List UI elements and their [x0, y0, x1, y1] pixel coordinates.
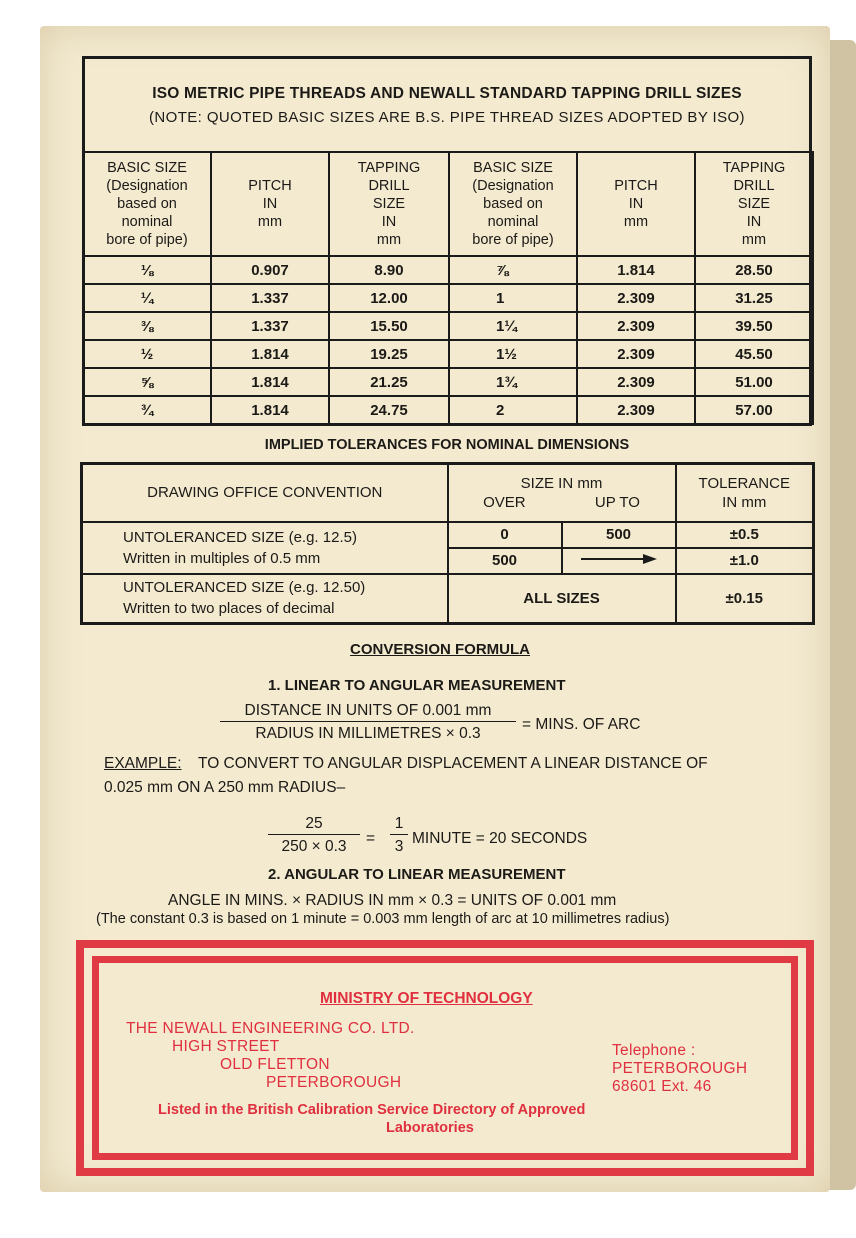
pitch-cell: 2.309 [577, 396, 695, 424]
tolerance-table [80, 462, 815, 625]
pitch-cell: 0.907 [211, 256, 329, 284]
iso-header-cell [449, 152, 577, 256]
tapping-drill-cell: 28.50 [695, 256, 813, 284]
pitch-cell: 2.309 [577, 284, 695, 312]
basic-size-cell: ⅞ [449, 256, 577, 284]
header-tolerance-label: TOLERANCE [698, 474, 790, 492]
company-name: THE NEWALL ENGINEERING CO. LTD. [126, 1020, 415, 1037]
example-text-line-2: 0.025 mm ON A 250 mm RADIUS– [104, 779, 346, 796]
fraction-numerator: DISTANCE IN UNITS OF 0.001 mm [220, 702, 516, 722]
tapping-drill-cell: 19.25 [329, 340, 449, 368]
iso-header-line: mm [257, 214, 283, 230]
pitch-cell: 2.309 [577, 368, 695, 396]
iso-table-row [83, 368, 813, 396]
pitch-cell: 1.814 [211, 396, 329, 424]
iso-table-row [83, 256, 813, 284]
arrow-right-icon [562, 548, 676, 574]
basic-size-cell: 1¾ [449, 368, 577, 396]
untoleranced-desc-2: Written to two places of decimal [123, 600, 335, 618]
angular-to-linear-formula: ANGLE IN MINS. × RADIUS IN mm × 0.3 = UNITS OF 0.001 mm [168, 892, 617, 909]
constant-note: (The constant 0.3 is based on 1 minute = 0.003 mm length of arc at 10 millimetres radius) [96, 911, 670, 927]
telephone-label: Telephone : [612, 1042, 696, 1059]
listed-in-line-2: Laboratories [386, 1120, 474, 1136]
untoleranced-label-2: UNTOLERANCED SIZE (e.g. 12.50) [123, 579, 366, 597]
pitch-cell: 2.309 [577, 340, 695, 368]
iso-header-line: based on [483, 196, 543, 212]
untoleranced-label-1: UNTOLERANCED SIZE (e.g. 12.5) [123, 528, 357, 546]
all-sizes-value: ALL SIZES [448, 574, 676, 624]
header-size-label: SIZE IN mm [520, 474, 603, 492]
header-tolerance [676, 464, 814, 522]
basic-size-cell: ⅛ [83, 256, 211, 284]
address-area: OLD FLETTON [220, 1056, 330, 1073]
example-label: EXAMPLE: [104, 755, 182, 772]
iso-header-line: bore of pipe) [472, 232, 554, 248]
fraction-denominator: RADIUS IN MILLIMETRES × 0.3 [255, 725, 481, 742]
iso-header-cell [695, 152, 813, 256]
tapping-drill-cell: 24.75 [329, 396, 449, 424]
pitch-cell: 1.337 [211, 284, 329, 312]
untoleranced-desc-1: Written in multiples of 0.5 mm [123, 549, 321, 567]
tolerance-row [82, 522, 814, 548]
up-to-value: 500 [562, 522, 676, 548]
iso-header-line: (Designation [472, 178, 554, 194]
iso-table-row [83, 284, 813, 312]
example-text-line-1: TO CONVERT TO ANGULAR DISPLACEMENT A LINEAR DISTANCE OF [198, 755, 708, 772]
iso-table-header-row [83, 152, 813, 256]
tapping-drill-cell: 57.00 [695, 396, 813, 424]
iso-header-line: SIZE [737, 196, 771, 212]
address-street: HIGH STREET [172, 1038, 280, 1055]
basic-size-cell: ⅜ [83, 312, 211, 340]
basic-size-cell: 1¼ [449, 312, 577, 340]
ministry-of-technology-title: MINISTRY OF TECHNOLOGY [320, 990, 533, 1007]
company-stamp [76, 940, 814, 1176]
implied-tolerances-title: IMPLIED TOLERANCES FOR NOMINAL DIMENSIONS [264, 437, 630, 453]
iso-header-cell [211, 152, 329, 256]
tapping-drill-cell: 31.25 [695, 284, 813, 312]
pitch-cell: 1.814 [211, 340, 329, 368]
tolerance-value: ±1.0 [676, 548, 814, 574]
tolerance-header-row [82, 464, 814, 522]
iso-header-line: PITCH [614, 178, 658, 194]
tapping-drill-cell: 51.00 [695, 368, 813, 396]
iso-header-line: BASIC SIZE [107, 160, 187, 176]
iso-header-cell [329, 152, 449, 256]
iso-header-line: IN [262, 196, 278, 212]
pitch-cell: 2.309 [577, 312, 695, 340]
tapping-drill-cell: 12.00 [329, 284, 449, 312]
tapping-drill-cell: 39.50 [695, 312, 813, 340]
iso-header-line: SIZE [372, 196, 406, 212]
iso-table-row [83, 396, 813, 424]
tolerance-value: ±0.5 [676, 522, 814, 548]
linear-to-angular-fraction [220, 702, 516, 743]
tapping-drill-cell: 21.25 [329, 368, 449, 396]
pitch-cell: 1.814 [577, 256, 695, 284]
fraction-denominator: 3 [394, 838, 404, 855]
iso-header-line: DRILL [368, 178, 410, 194]
basic-size-cell: ½ [83, 340, 211, 368]
listed-in-line-1: Listed in the British Calibration Service Directory of Approved [158, 1102, 586, 1118]
mins-of-arc-result: = MINS. OF ARC [522, 716, 641, 733]
tolerance-row [82, 574, 814, 624]
header-tolerance-unit: IN mm [722, 493, 767, 511]
basic-size-cell: ¼ [83, 284, 211, 312]
iso-header-line: IN [628, 196, 644, 212]
example-result: MINUTE = 20 SECONDS [412, 830, 588, 847]
tapping-drill-cell: 8.90 [329, 256, 449, 284]
iso-header-line: mm [741, 232, 767, 248]
address-town: PETERBOROUGH [266, 1074, 402, 1091]
basic-size-cell: ⅝ [83, 368, 211, 396]
iso-header-line: nominal [121, 214, 173, 230]
over-value: 0 [448, 522, 562, 548]
iso-header-line: IN [746, 214, 762, 230]
iso-header-line: TAPPING [357, 160, 421, 176]
over-value: 500 [448, 548, 562, 574]
iso-table-row [83, 312, 813, 340]
iso-header-line: mm [376, 232, 402, 248]
tapping-drill-cell: 45.50 [695, 340, 813, 368]
iso-header-line: DRILL [733, 178, 775, 194]
iso-header-line: bore of pipe) [106, 232, 188, 248]
example-fraction [268, 815, 360, 856]
header-up-to: UP TO [594, 493, 640, 511]
iso-header-line: based on [117, 196, 177, 212]
iso-header-cell [83, 152, 211, 256]
untoleranced-half-mm-cell [82, 522, 448, 574]
basic-size-cell: 2 [449, 396, 577, 424]
telephone-town: PETERBOROUGH [612, 1060, 748, 1077]
header-drawing-office-convention: DRAWING OFFICE CONVENTION [82, 464, 448, 522]
one-third-fraction [390, 815, 408, 856]
basic-size-cell: 1 [449, 284, 577, 312]
iso-thread-table-frame [82, 56, 812, 426]
iso-header-line: PITCH [248, 178, 292, 194]
iso-header-line: IN [381, 214, 397, 230]
conversion-formula-heading: CONVERSION FORMULA [350, 641, 530, 658]
fraction-numerator: 25 [268, 815, 360, 835]
fraction-numerator: 1 [390, 815, 408, 835]
iso-header-cell [577, 152, 695, 256]
fraction-denominator: 250 × 0.3 [281, 838, 347, 855]
pitch-cell: 1.814 [211, 368, 329, 396]
tolerance-value: ±0.15 [676, 574, 814, 624]
header-over: OVER [483, 493, 526, 511]
pitch-cell: 1.337 [211, 312, 329, 340]
iso-header-line: TAPPING [722, 160, 786, 176]
tapping-drill-cell: 15.50 [329, 312, 449, 340]
iso-table-note: (NOTE: QUOTED BASIC SIZES ARE B.S. PIPE THREAD SIZES ADOPTED BY ISO) [149, 109, 745, 126]
iso-table-title: ISO METRIC PIPE THREADS AND NEWALL STANDARD TAPPING DRILL SIZES [152, 85, 742, 102]
linear-to-angular-heading: 1. LINEAR TO ANGULAR MEASUREMENT [268, 677, 566, 694]
basic-size-cell: 1½ [449, 340, 577, 368]
iso-header-line: mm [623, 214, 649, 230]
iso-header-line: nominal [487, 214, 539, 230]
iso-header-line: (Designation [106, 178, 188, 194]
equals-sign: = [366, 830, 376, 847]
iso-header-line: BASIC SIZE [473, 160, 553, 176]
iso-thread-table [82, 151, 814, 425]
iso-table-row [83, 340, 813, 368]
basic-size-cell: ¾ [83, 396, 211, 424]
angular-to-linear-heading: 2. ANGULAR TO LINEAR MEASUREMENT [268, 866, 566, 883]
telephone-number: 68601 Ext. 46 [612, 1078, 712, 1095]
untoleranced-two-decimal-cell [82, 574, 448, 624]
header-size-in-mm [448, 464, 676, 522]
